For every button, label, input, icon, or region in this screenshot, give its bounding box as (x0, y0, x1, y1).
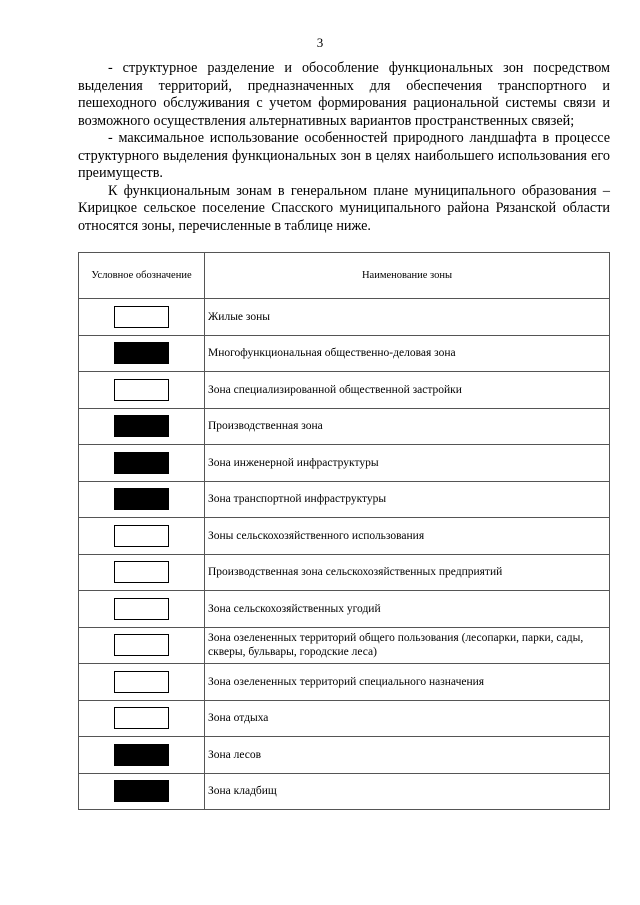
zone-name: Зона специализированной общественной застройки (205, 372, 610, 409)
table-row (79, 737, 610, 774)
table-row (79, 627, 610, 664)
table-row (79, 481, 610, 518)
zone-swatch (114, 744, 169, 766)
page-number: 3 (316, 35, 324, 50)
paragraph: К функциональным зонам в генеральном плане муниципального образования – Кирицкое сельское поселение Спасского муниципального района Рязанской области относятся зоны, перечисленные в таблице ниже. (78, 182, 610, 234)
zone-symbol-cell (79, 518, 205, 555)
table-row (79, 700, 610, 737)
table-header-row (79, 253, 610, 299)
zone-name: Зона инженерной инфраструктуры (205, 445, 610, 482)
table-row (79, 591, 610, 628)
zone-name: Зона отдыха (205, 700, 610, 737)
zone-name: Жилые зоны (205, 299, 610, 336)
zone-symbol-cell (79, 481, 205, 518)
table-row (79, 445, 610, 482)
zone-name: Производственная зона сельскохозяйственных предприятий (205, 554, 610, 591)
zone-symbol-cell (79, 372, 205, 409)
header-zone-name: Наименование зоны (205, 253, 610, 299)
zone-name: Зона транспортной инфраструктуры (205, 481, 610, 518)
zone-swatch (114, 634, 169, 656)
zone-swatch (114, 780, 169, 802)
zone-name: Зона лесов (205, 737, 610, 774)
zone-name: Многофункциональная общественно-деловая зона (205, 335, 610, 372)
table-row (79, 335, 610, 372)
table-row (79, 372, 610, 409)
zone-name: Зоны сельскохозяйственного использования (205, 518, 610, 555)
zone-swatch (114, 306, 169, 328)
zones-table (78, 252, 610, 810)
zone-symbol-cell (79, 773, 205, 810)
zone-symbol-cell (79, 335, 205, 372)
table-row (79, 664, 610, 701)
table-row (79, 518, 610, 555)
zone-name: Зона сельскохозяйственных угодий (205, 591, 610, 628)
zone-swatch (114, 707, 169, 729)
table-row (79, 773, 610, 810)
zone-swatch (114, 525, 169, 547)
zone-symbol-cell (79, 737, 205, 774)
zone-symbol-cell (79, 445, 205, 482)
zone-name: Зона кладбищ (205, 773, 610, 810)
zone-symbol-cell (79, 627, 205, 664)
zone-swatch (114, 598, 169, 620)
table-row (79, 554, 610, 591)
zone-swatch (114, 488, 169, 510)
zone-name: Зона озелененных территорий специального назначения (205, 664, 610, 701)
zone-swatch (114, 342, 169, 364)
zone-swatch (114, 415, 169, 437)
zone-symbol-cell (79, 700, 205, 737)
table-row (79, 299, 610, 336)
zone-swatch (114, 671, 169, 693)
zone-swatch (114, 379, 169, 401)
zone-name: Производственная зона (205, 408, 610, 445)
zones-table-body (79, 299, 610, 810)
zone-symbol-cell (79, 664, 205, 701)
paragraph: - структурное разделение и обособление функциональных зон посредством выделения территорий, предназначенных для обеспечения транспортного и пешеходного обслуживания с учетом формирования рациональной системы связи и возможного осуществления альтернативных вариантов пространственных связей; (78, 60, 610, 129)
body-text (78, 60, 610, 235)
zone-symbol-cell (79, 299, 205, 336)
table-row (79, 408, 610, 445)
zone-symbol-cell (79, 554, 205, 591)
zone-symbol-cell (79, 591, 205, 628)
zone-swatch (114, 452, 169, 474)
paragraph: - максимальное использование особенностей природного ландшафта в процессе структурного выделения функциональных зон в целях наибольшего использования его преимуществ. (78, 130, 610, 181)
zone-symbol-cell (79, 408, 205, 445)
zone-swatch (114, 561, 169, 583)
header-symbol: Условное обозначение (79, 253, 205, 299)
zone-name: Зона озелененных территорий общего пользования (лесопарки, парки, сады, скверы, бульвары, городские леса) (205, 627, 610, 664)
